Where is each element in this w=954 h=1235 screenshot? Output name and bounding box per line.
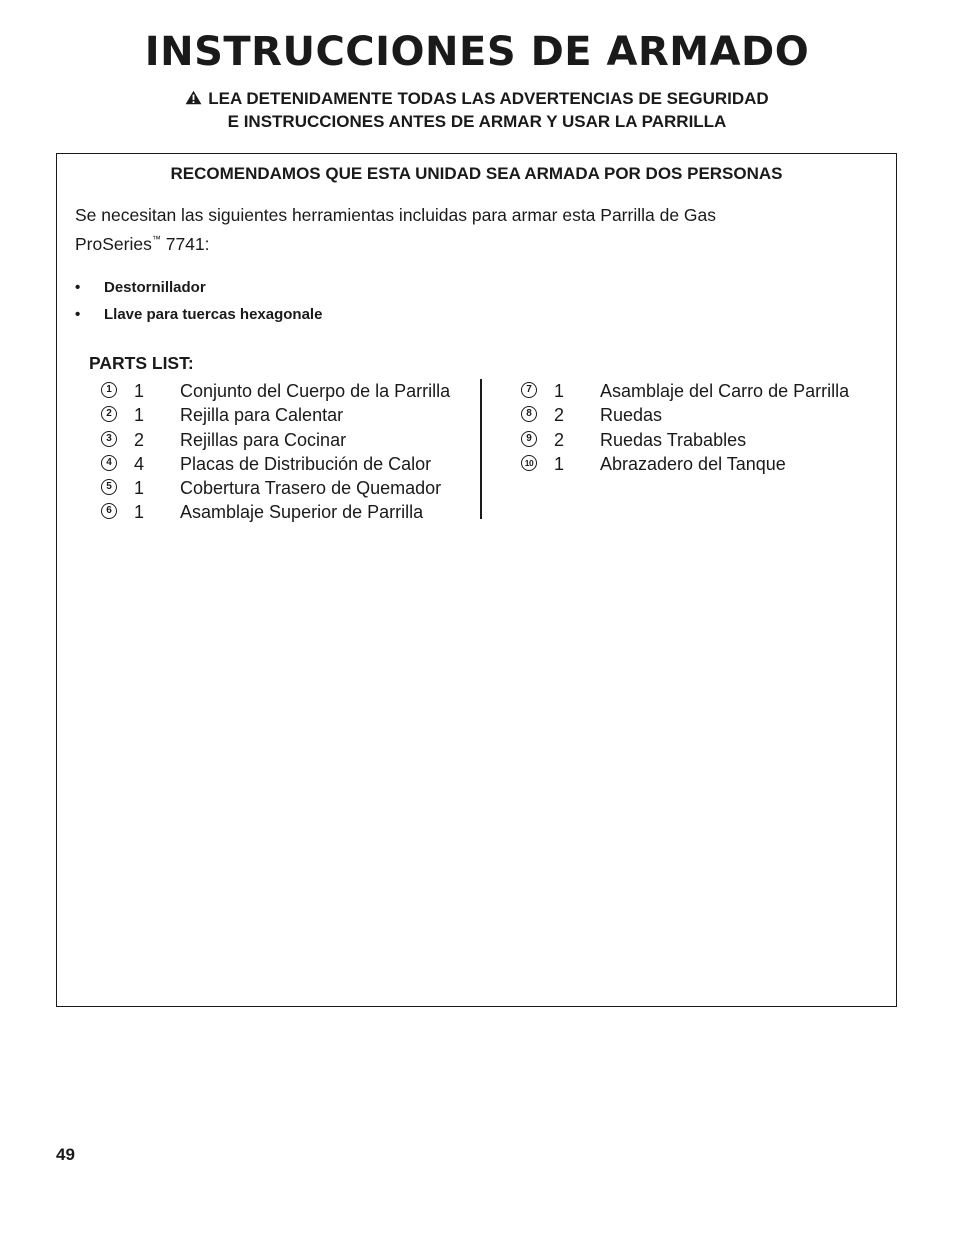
part-row	[101, 500, 481, 524]
tool-item	[75, 274, 322, 301]
part-number-badge: 8	[521, 406, 537, 422]
part-description: Rejillas para Cocinar	[180, 429, 347, 450]
part-row	[521, 452, 881, 476]
part-description: Conjunto del Cuerpo de la Parrilla	[180, 381, 451, 401]
part-number-badge: 4	[101, 455, 117, 471]
part-number-badge: 5	[101, 479, 117, 495]
parts-list-title: PARTS LIST:	[89, 353, 194, 373]
warning-triangle-icon	[185, 89, 202, 111]
trademark-symbol: ™	[151, 234, 161, 244]
part-number-badge: 3	[101, 431, 117, 447]
part-quantity: 1	[134, 502, 145, 523]
safety-warning	[0, 88, 954, 133]
part-description: Rejilla para Calentar	[180, 405, 344, 426]
part-description: Ruedas	[600, 405, 663, 426]
part-row	[101, 452, 481, 476]
tools-intro-line-2	[75, 227, 855, 256]
part-description: Abrazadero del Tanque	[600, 453, 786, 474]
part-number-badge: 1	[101, 382, 117, 398]
brand-name: ProSeries	[75, 234, 152, 254]
part-number-badge: 9	[521, 431, 537, 447]
assembly-info-box	[56, 153, 897, 1007]
two-person-notice: RECOMENDAMOS QUE ESTA UNIDAD SEA ARMADA POR DOS PERSONAS	[170, 164, 783, 183]
bullet: •	[75, 279, 81, 296]
part-number-badge: 7	[521, 382, 537, 398]
parts-list-right	[521, 379, 881, 476]
parts-list-left	[101, 379, 481, 525]
page-number: 49	[56, 1145, 75, 1164]
part-description: Placas de Distribución de Calor	[180, 453, 432, 474]
part-quantity: 2	[134, 429, 145, 450]
warning-line-1	[0, 88, 954, 111]
part-description: Ruedas Trabables	[600, 429, 747, 450]
part-row	[101, 428, 481, 452]
part-quantity: 1	[554, 381, 565, 401]
bullet: •	[75, 306, 81, 323]
tools-list	[75, 274, 322, 328]
model-number: 7741:	[160, 234, 210, 254]
tool-label: Destornillador	[104, 279, 206, 296]
part-quantity: 1	[554, 453, 565, 474]
part-quantity: 4	[134, 453, 145, 474]
part-row	[101, 379, 481, 403]
tool-label: Llave para tuercas hexagonale	[104, 306, 323, 323]
part-row	[101, 476, 481, 500]
warning-text-2: E INSTRUCCIONES ANTES DE ARMAR Y USAR LA PARRILLA	[227, 112, 727, 131]
page-title: INSTRUCCIONES DE ARMADO	[144, 29, 810, 75]
part-quantity: 1	[134, 405, 145, 426]
part-quantity: 1	[134, 478, 145, 499]
part-row	[521, 428, 881, 452]
part-number-badge: 10	[521, 455, 537, 471]
part-row	[521, 379, 881, 403]
part-description: Cobertura Trasero de Quemador	[180, 478, 442, 499]
part-quantity: 2	[554, 429, 565, 450]
part-quantity: 2	[554, 405, 565, 426]
part-description: Asamblaje del Carro de Parrilla	[600, 381, 850, 401]
column-divider	[480, 379, 482, 519]
part-description: Asamblaje Superior de Parrilla	[180, 502, 424, 523]
tools-intro-line-1: Se necesitan las siguientes herramientas incluidas para armar esta Parrilla de Gas	[75, 205, 717, 225]
tools-intro	[75, 203, 855, 256]
part-number-badge: 6	[101, 503, 117, 519]
part-number-badge: 2	[101, 406, 117, 422]
part-quantity: 1	[134, 381, 145, 401]
part-row	[521, 403, 881, 427]
warning-text-1: LEA DETENIDAMENTE TODAS LAS ADVERTENCIAS DE SEGURIDAD	[208, 89, 769, 108]
tool-item	[75, 301, 322, 328]
part-row	[101, 403, 481, 427]
